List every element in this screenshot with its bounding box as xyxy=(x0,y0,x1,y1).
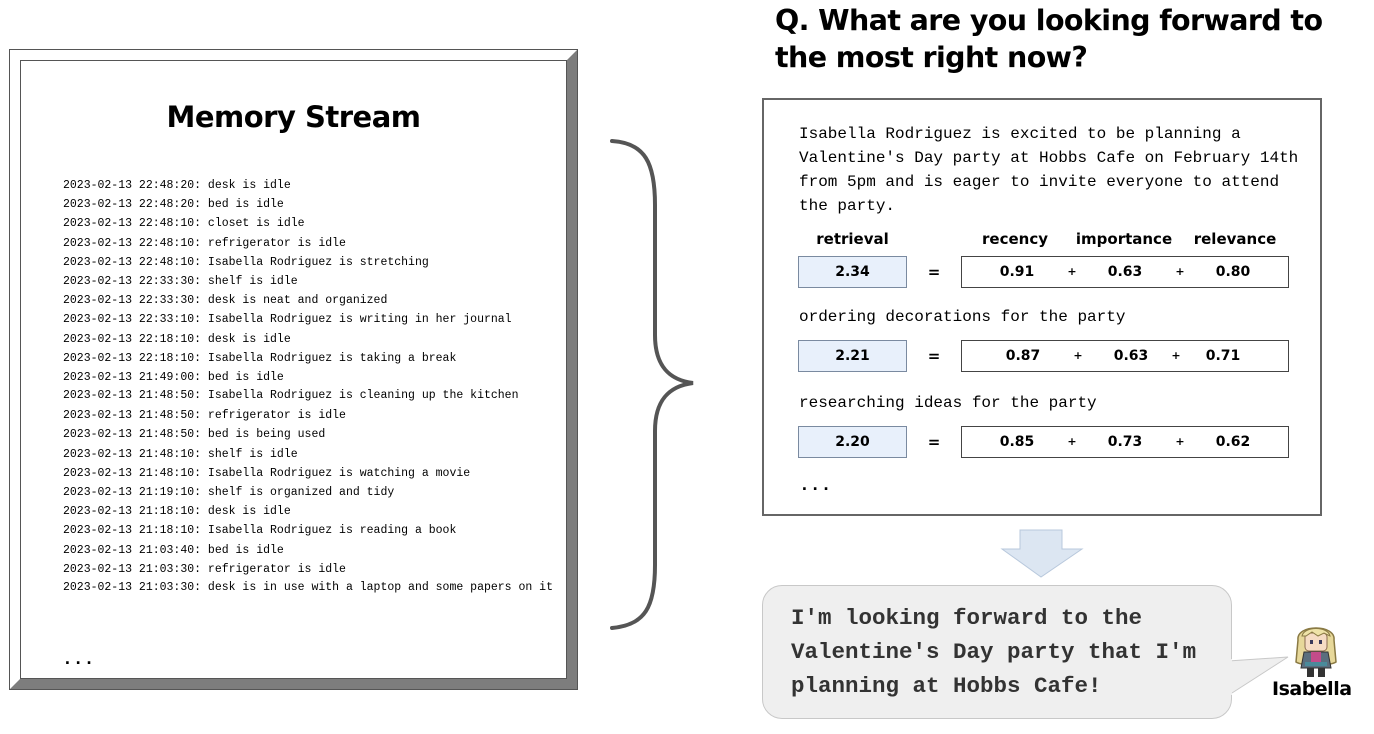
memory-entry: 2023-02-13 21:19:10: shelf is organized and tidy xyxy=(63,486,395,500)
memory-entry: 2023-02-13 21:48:10: Isabella Rodriguez is watching a movie xyxy=(63,466,471,480)
plus-sign: + xyxy=(1175,435,1185,448)
memory-entry: 2023-02-13 22:48:10: closet is idle xyxy=(63,217,305,231)
retrieval-score: 2.34 xyxy=(798,256,907,288)
relevance-score: 0.80 xyxy=(1215,264,1251,280)
importance-score: 0.63 xyxy=(1113,348,1149,364)
importance-header: importance xyxy=(1075,230,1173,248)
response-text: I'm looking forward to the Valentine's Day party that I'm planning at Hobbs Cafe! xyxy=(791,605,1197,699)
recency-score: 0.85 xyxy=(999,434,1035,450)
memory-entry: 2023-02-13 21:03:30: desk is in use with a laptop and some papers on it xyxy=(63,581,553,595)
curly-brace-icon xyxy=(600,135,700,635)
recency-header: recency xyxy=(982,230,1048,248)
importance-score: 0.73 xyxy=(1107,434,1143,450)
memory-stream-title: Memory Stream xyxy=(166,100,421,134)
score-formula xyxy=(961,340,1289,372)
retrieval-panel xyxy=(762,98,1322,516)
down-arrow-icon xyxy=(1000,529,1084,579)
memory-entry: 2023-02-13 21:48:50: refrigerator is idle xyxy=(63,409,346,423)
plus-sign: + xyxy=(1171,349,1181,362)
memory-entry: 2023-02-13 21:18:10: Isabella Rodriguez is reading a book xyxy=(63,524,457,538)
memory-entry: 2023-02-13 22:33:10: Isabella Rodriguez is writing in her journal xyxy=(63,313,512,327)
retrieved-memory-text: Isabella Rodriguez is excited to be planning a Valentine's Day party at Hobbs Cafe on February 14th from 5pm and is eager to invite everyone to attend the party. xyxy=(799,125,1299,215)
question-heading: Q. What are you looking forward to the most right now? xyxy=(775,4,1323,74)
memory-entry: 2023-02-13 21:48:10: shelf is idle xyxy=(63,447,298,461)
memory-entry: 2023-02-13 21:18:10: desk is idle xyxy=(63,505,291,519)
equals-sign: = xyxy=(927,347,941,365)
memory-entry: 2023-02-13 22:18:10: Isabella Rodriguez is taking a break xyxy=(63,351,457,365)
retrieval-header: retrieval xyxy=(816,230,889,248)
memory-entry: 2023-02-13 22:48:10: Isabella Rodriguez is stretching xyxy=(63,255,429,269)
importance-score: 0.63 xyxy=(1107,264,1143,280)
memory-entry: 2023-02-13 22:48:10: refrigerator is idle xyxy=(63,236,346,250)
isabella-avatar-icon xyxy=(1286,618,1346,680)
plus-sign: + xyxy=(1073,349,1083,362)
recency-score: 0.91 xyxy=(999,264,1035,280)
retrieved-memory-text: ordering decorations for the party xyxy=(799,308,1126,326)
relevance-header: relevance xyxy=(1193,230,1277,248)
retrieval-score: 2.21 xyxy=(798,340,907,372)
recency-score: 0.87 xyxy=(1005,348,1041,364)
memory-entry: 2023-02-13 22:33:30: desk is neat and organized xyxy=(63,294,388,308)
retrieval-ellipsis: ... xyxy=(799,476,832,496)
memory-entry: 2023-02-13 21:48:50: bed is being used xyxy=(63,428,326,442)
relevance-score: 0.71 xyxy=(1205,348,1241,364)
plus-sign: + xyxy=(1067,435,1077,448)
plus-sign: + xyxy=(1067,265,1077,278)
retrieved-memory-text: researching ideas for the party xyxy=(799,394,1097,412)
equals-sign: = xyxy=(927,433,941,451)
memory-entry: 2023-02-13 22:48:20: desk is idle xyxy=(63,179,291,192)
score-formula xyxy=(961,256,1289,288)
memory-entry: 2023-02-13 21:48:50: Isabella Rodriguez is cleaning up the kitchen xyxy=(63,389,519,403)
memory-entry: 2023-02-13 22:48:20: bed is idle xyxy=(63,198,284,212)
score-formula xyxy=(961,426,1289,458)
memory-entry: 2023-02-13 21:49:00: bed is idle xyxy=(63,371,284,385)
speaker-name: Isabella xyxy=(1272,678,1352,700)
plus-sign: + xyxy=(1175,265,1185,278)
memory-entry: 2023-02-13 22:33:30: shelf is idle xyxy=(63,275,298,289)
memory-entry: 2023-02-13 22:18:10: desk is idle xyxy=(63,332,291,346)
memory-entry-list xyxy=(63,176,558,598)
memory-entry: 2023-02-13 21:03:30: refrigerator is idle xyxy=(63,562,346,576)
retrieval-score: 2.20 xyxy=(798,426,907,458)
memory-ellipsis: ... xyxy=(62,650,95,670)
memory-entry: 2023-02-13 21:03:40: bed is idle xyxy=(63,543,284,557)
response-bubble xyxy=(762,585,1232,719)
relevance-score: 0.62 xyxy=(1215,434,1251,450)
memory-stream-panel xyxy=(10,50,577,689)
equals-sign: = xyxy=(927,263,941,281)
